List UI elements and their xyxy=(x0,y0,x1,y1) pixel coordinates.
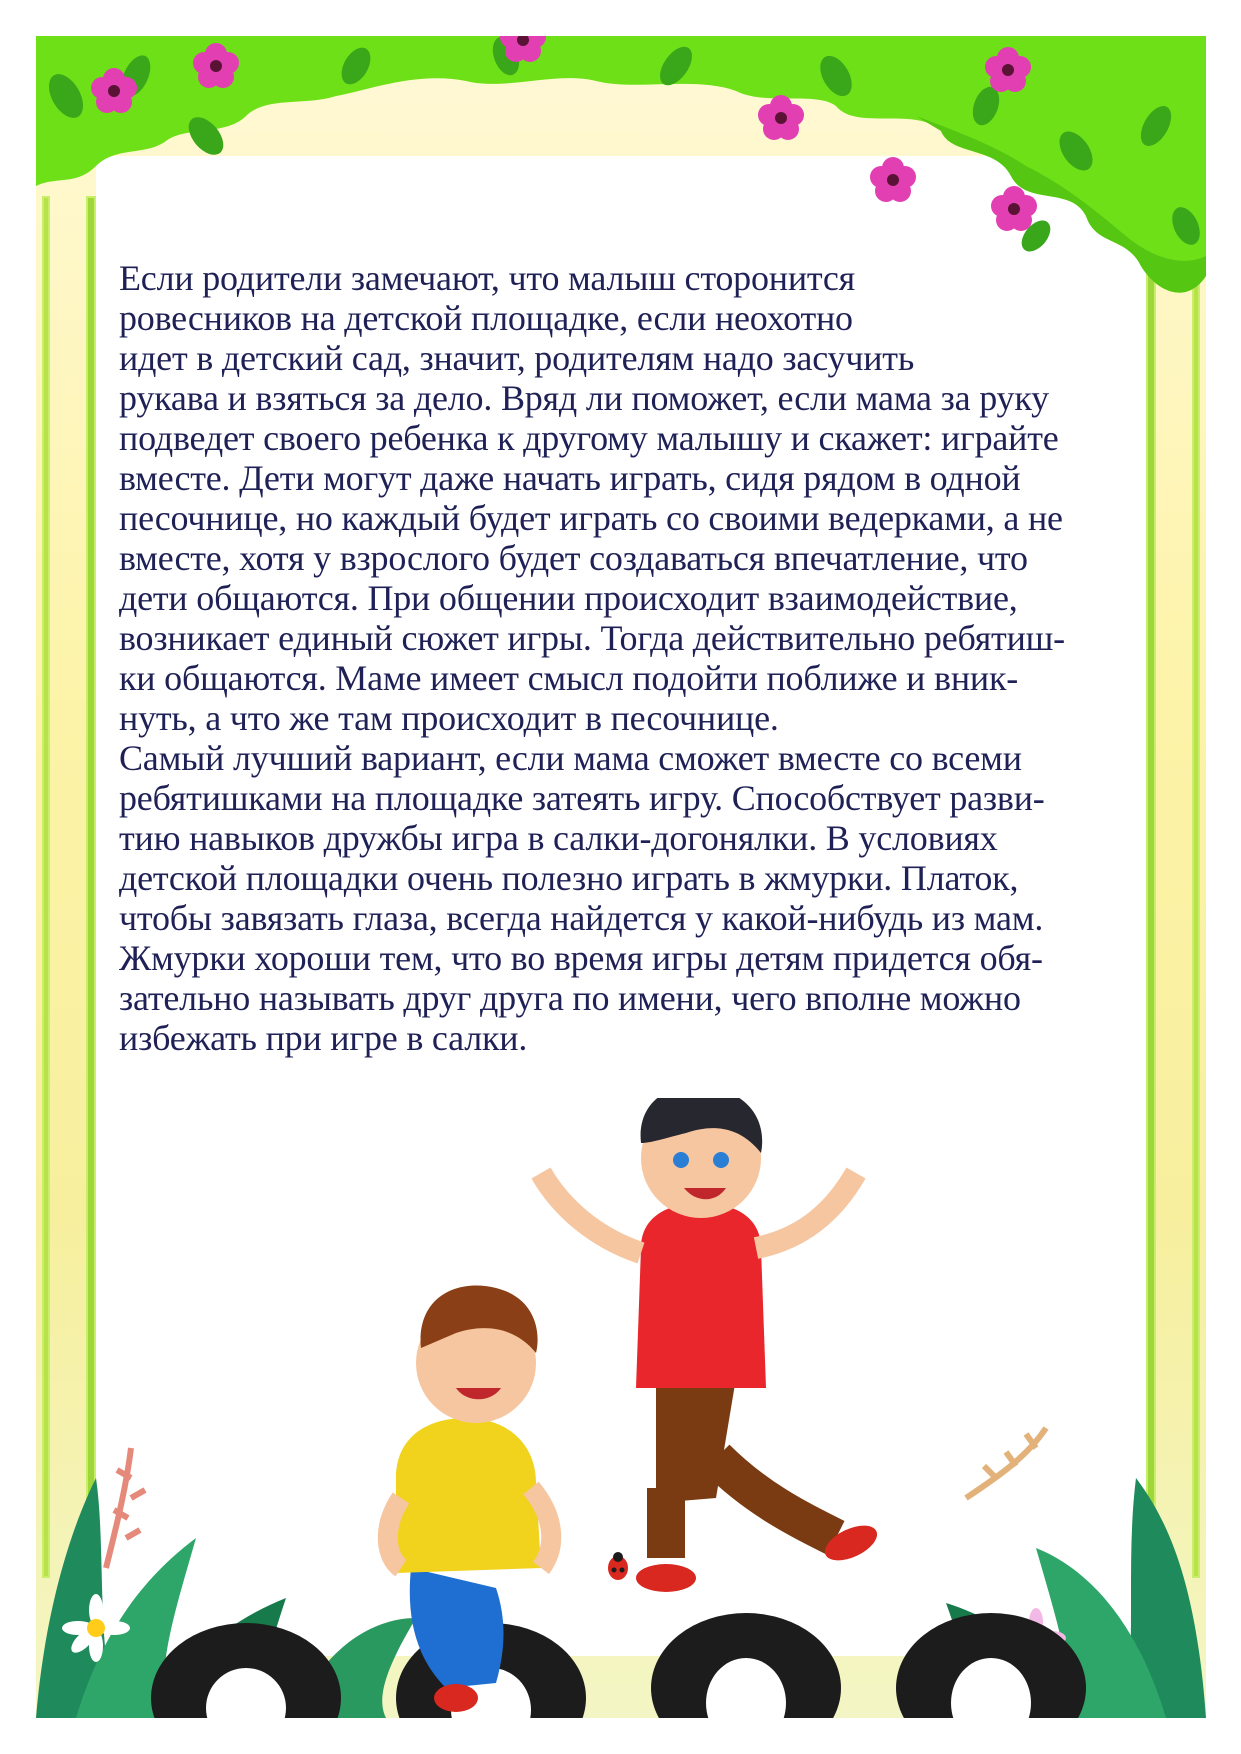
text-line: ребятишками на площадке затеять игру. Способствует разви- xyxy=(119,778,1045,818)
text-line: ки общаются. Маме имеет смысл подойти поближе и вник- xyxy=(119,658,1019,698)
text-line: подведет своего ребенка к другому малышу и скажет: играйте xyxy=(119,418,1059,458)
text-line: возникает единый сюжет игры. Тогда действительно ребятиш- xyxy=(119,618,1065,658)
text-line: избежать при игре в салки. xyxy=(119,1018,528,1058)
text-line: Если родители замечают, что малыш сторонится xyxy=(119,258,856,298)
playground-scene xyxy=(36,1098,1206,1718)
tires xyxy=(151,1613,1086,1718)
text-line: вместе, хотя у взрослого будет создаваться впечатление, что xyxy=(119,538,1028,578)
text-line: Жмурки хороши тем, что во время игры детям придется обя- xyxy=(119,938,1043,978)
boy-red-shirt xyxy=(541,1098,882,1592)
ladybug-icon xyxy=(608,1552,628,1580)
text-line: зательно называть друг друга по имени, чего вполне можно xyxy=(119,978,1021,1018)
flower-icon xyxy=(758,95,804,140)
article-text xyxy=(119,258,1079,1058)
text-line: песочнице, но каждый будет играть со своими ведерками, а не xyxy=(119,498,1063,538)
text-line: рукава и взяться за дело. Вряд ли поможет, если мама за руку xyxy=(119,378,1049,418)
text-line: тию навыков дружбы игра в салки-догонялки. В условиях xyxy=(119,818,998,858)
text-line: Самый лучший вариант, если мама сможет вместе со всеми xyxy=(119,738,1022,778)
text-line: нуть, а что же там происходит в песочнице. xyxy=(119,698,779,738)
text-line: дети общаются. При общении происходит взаимодействие, xyxy=(119,578,1018,618)
flower-icon xyxy=(991,186,1037,231)
page-frame xyxy=(36,36,1206,1718)
text-line: ровесников на детской площадке, если неохотно xyxy=(119,298,853,338)
text-line: детской площадки очень полезно играть в жмурки. Платок, xyxy=(119,858,1019,898)
text-line: идет в детский сад, значит, родителям надо засучить xyxy=(119,338,915,378)
text-line: вместе. Дети могут даже начать играть, сидя рядом в одной xyxy=(119,458,1021,498)
flower-icon xyxy=(870,157,916,202)
text-line: чтобы завязать глаза, всегда найдется у какой-нибудь из мам. xyxy=(119,898,1044,938)
